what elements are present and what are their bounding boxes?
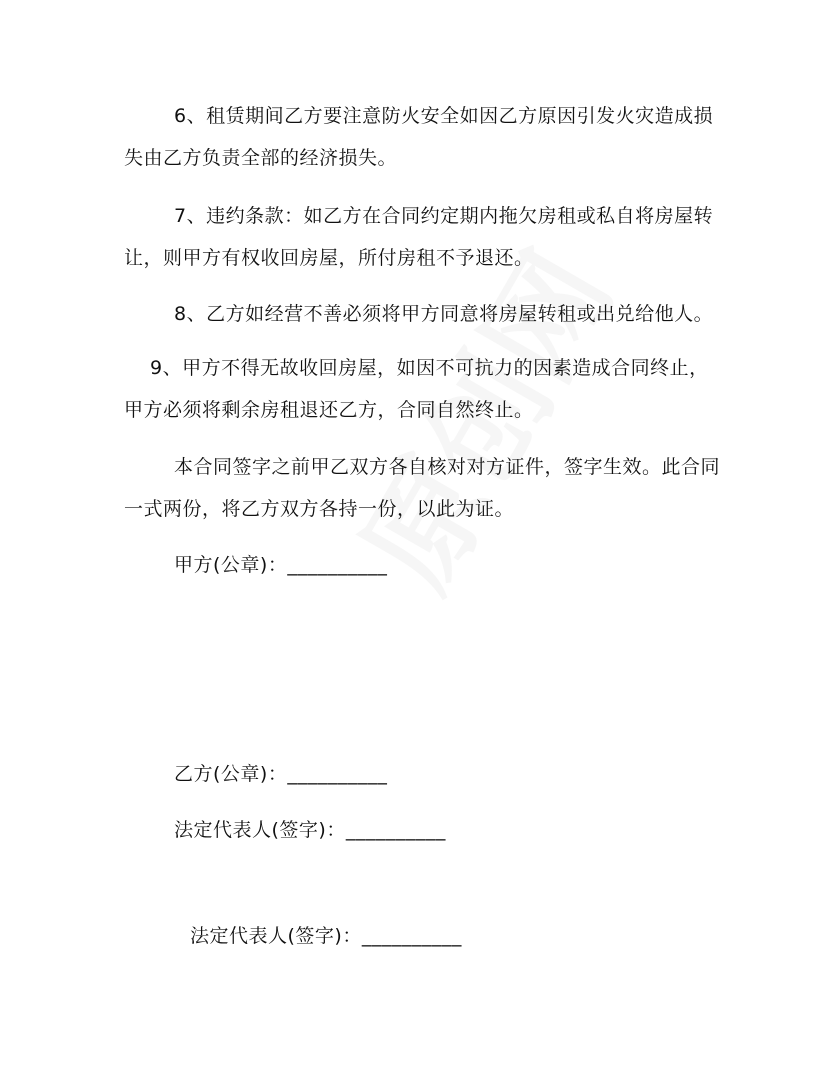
legal-representative-signature-2: 法定代表人(签字)：__________: [190, 925, 462, 947]
clause-9-line-2: 甲方必须将剩余房租退还乙方，合同自然终止。: [124, 399, 534, 421]
clause-6-line-1: 6、租赁期间乙方要注意防火安全如因乙方原因引发火灾造成损: [174, 105, 714, 127]
clause-8-line-1: 8、乙方如经营不善必须将甲方同意将房屋转租或出兑给他人。: [174, 303, 714, 325]
party-b-signature: 乙方(公章)：__________: [174, 763, 388, 785]
clause-7-line-1: 7、违约条款：如乙方在合同约定期内拖欠房租或私自将房屋转: [174, 205, 714, 227]
clause-7-line-2: 让，则甲方有权收回房屋，所付房租不予退还。: [124, 247, 534, 269]
closing-line-1: 本合同签字之前甲乙双方各自核对对方证件，签字生效。此合同: [174, 456, 721, 478]
party-a-signature: 甲方(公章)：__________: [174, 554, 388, 576]
legal-representative-signature-1: 法定代表人(签字)：__________: [174, 819, 446, 841]
clause-6-line-2: 失由乙方负责全部的经济损失。: [124, 147, 398, 169]
clause-9-line-1: 9、甲方不得无故收回房屋，如因不可抗力的因素造成合同终止，: [150, 357, 709, 379]
closing-line-2: 一式两份，将乙方双方各持一份，以此为证。: [124, 498, 515, 520]
